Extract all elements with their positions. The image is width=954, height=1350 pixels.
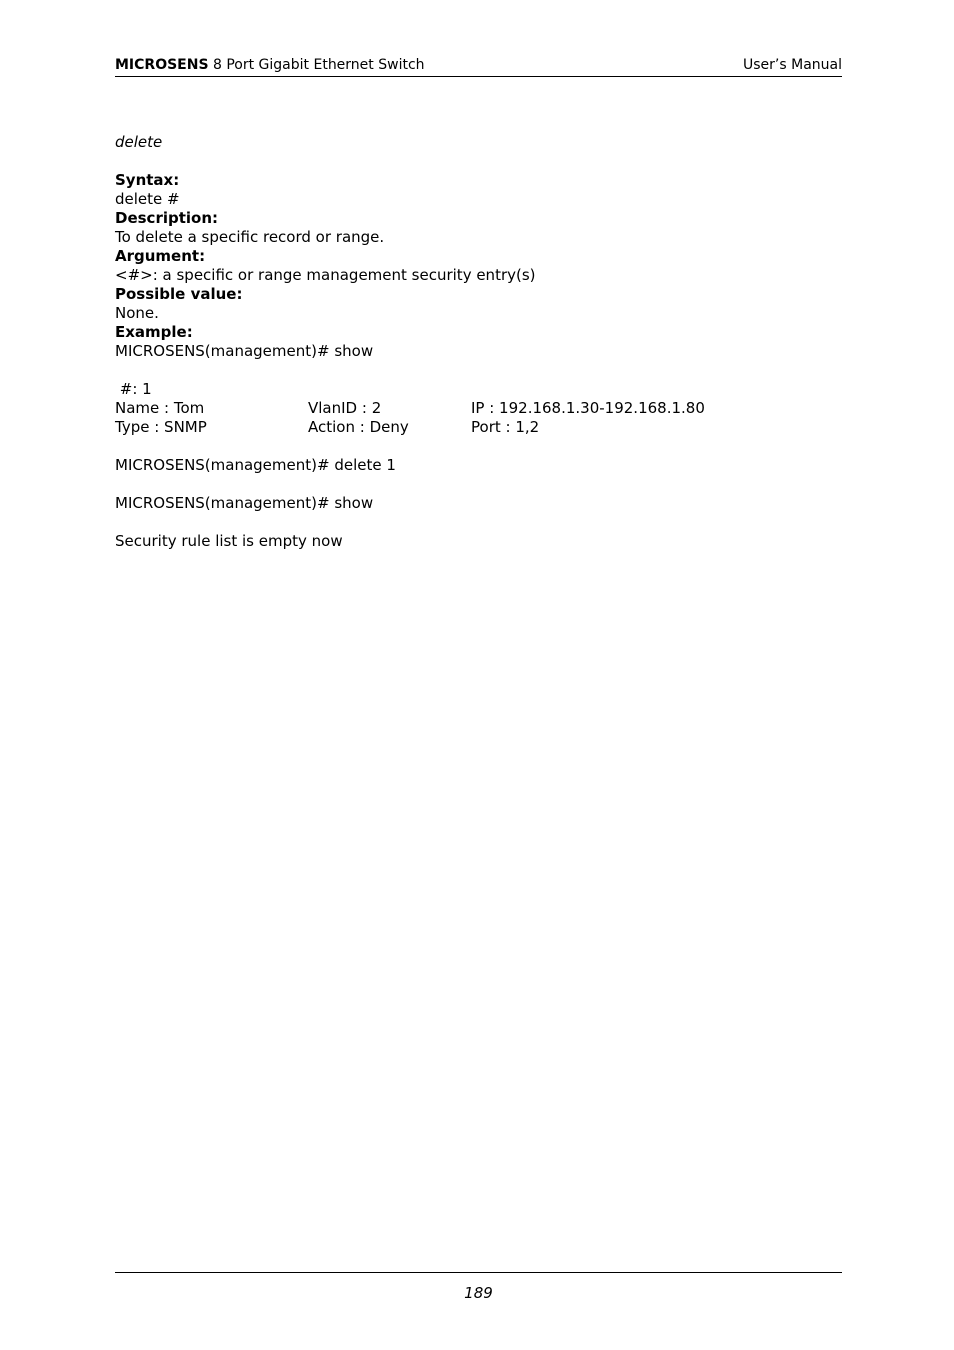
spacer bbox=[115, 513, 842, 532]
header-manual-label: User’s Manual bbox=[743, 57, 842, 73]
entry-row-1 bbox=[115, 399, 842, 418]
spacer bbox=[115, 475, 842, 494]
possible-value-text: None. bbox=[115, 304, 159, 322]
argument-label: Argument: bbox=[115, 247, 206, 265]
page-number: 189 bbox=[464, 1284, 493, 1302]
spacer bbox=[115, 437, 842, 456]
description-label: Description: bbox=[115, 209, 219, 227]
header-brand: MICROSENS bbox=[115, 57, 209, 73]
syntax-label: Syntax: bbox=[115, 171, 180, 189]
possible-value-label: Possible value: bbox=[115, 285, 243, 303]
entry-row-2 bbox=[115, 418, 842, 437]
spacer bbox=[115, 361, 842, 380]
example-result: Security rule list is empty now bbox=[115, 532, 343, 550]
header-product: 8 Port Gigabit Ethernet Switch bbox=[208, 57, 425, 73]
entry-type: Type : SNMP bbox=[115, 418, 207, 436]
entry-vlanid: VlanID : 2 bbox=[308, 399, 382, 417]
syntax-text: delete # bbox=[115, 190, 180, 208]
footer-divider bbox=[115, 1272, 842, 1273]
argument-text: <#>: a specific or range management security entry(s) bbox=[115, 266, 536, 284]
entry-name: Name : Tom bbox=[115, 399, 205, 417]
entry-ip: IP : 192.168.1.30-192.168.1.80 bbox=[471, 399, 705, 417]
description-text: To delete a specific record or range. bbox=[115, 228, 385, 246]
spacer bbox=[115, 152, 842, 171]
header-title bbox=[115, 57, 425, 73]
entry-index: #: 1 bbox=[115, 380, 152, 398]
entry-port: Port : 1,2 bbox=[471, 418, 540, 436]
example-command-show-2: MICROSENS(management)# show bbox=[115, 494, 374, 512]
page-content bbox=[115, 133, 842, 551]
example-command-show: MICROSENS(management)# show bbox=[115, 342, 374, 360]
example-label: Example: bbox=[115, 323, 193, 341]
example-command-delete: MICROSENS(management)# delete 1 bbox=[115, 456, 396, 474]
entry-action: Action : Deny bbox=[308, 418, 409, 436]
page-header bbox=[115, 56, 842, 77]
command-name: delete bbox=[115, 133, 163, 151]
